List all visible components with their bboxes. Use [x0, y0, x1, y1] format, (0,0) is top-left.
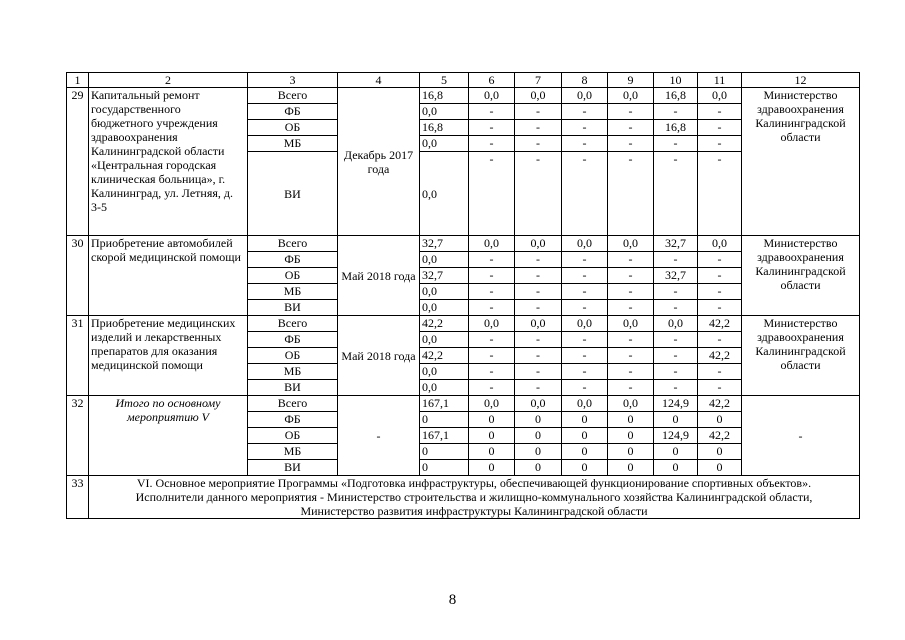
value-cell: -	[515, 152, 562, 236]
value-cell: -	[562, 332, 608, 348]
value-cell: -	[654, 364, 698, 380]
value-cell: 0,0	[515, 88, 562, 104]
activity-name: Приобретение автомобилей скорой медицинской помощи	[89, 236, 248, 316]
activity-name: Капитальный ремонт государственного бюджетного учреждения здравоохранения Калининградской области «Центральная городская клиническая больница», г. Калининград, ул. Летняя, д. 3-5	[89, 88, 248, 236]
source-label: ВИ	[248, 152, 338, 236]
executor: Министерство здравоохранения Калининградской области	[742, 88, 860, 236]
value-cell: -	[608, 332, 654, 348]
value-cell: 16,8	[420, 88, 469, 104]
header-cell: 11	[698, 73, 742, 88]
value-cell: -	[562, 104, 608, 120]
value-cell: -	[562, 364, 608, 380]
value-cell: -	[469, 152, 515, 236]
value-cell: -	[608, 252, 654, 268]
header-cell: 12	[742, 73, 860, 88]
value-cell: 0,0	[420, 252, 469, 268]
section-title-line: Исполнители данного мероприятия - Министерство строительства и жилищно-коммунального хозяйства Калининградской области,	[135, 490, 813, 504]
value-cell: -	[654, 136, 698, 152]
value-cell: -	[562, 348, 608, 364]
value-cell: -	[562, 268, 608, 284]
section-row	[67, 476, 860, 519]
value-cell: 0,0	[562, 316, 608, 332]
value-cell: -	[608, 120, 654, 136]
value-cell: 42,2	[698, 396, 742, 412]
value-cell: 0	[420, 412, 469, 428]
value-cell: -	[698, 104, 742, 120]
value-cell: 0	[469, 428, 515, 444]
value-cell: 32,7	[420, 236, 469, 252]
row-number: 33	[67, 476, 89, 519]
table-row	[67, 396, 860, 412]
value-cell: 0,0	[469, 396, 515, 412]
page-number: 8	[448, 592, 457, 608]
value-cell: -	[515, 104, 562, 120]
header-cell: 4	[338, 73, 420, 88]
value-cell: -	[608, 284, 654, 300]
value-cell: -	[562, 284, 608, 300]
value-cell: 124,9	[654, 428, 698, 444]
value-cell: 0,0	[420, 152, 469, 236]
value-cell: 0	[469, 444, 515, 460]
value-cell: -	[469, 120, 515, 136]
value-cell: 42,2	[698, 316, 742, 332]
value-cell: 0	[608, 444, 654, 460]
table-row	[67, 316, 860, 332]
value-cell: 42,2	[420, 348, 469, 364]
value-cell: -	[698, 300, 742, 316]
value-cell: -	[469, 348, 515, 364]
value-cell: 167,1	[420, 396, 469, 412]
source-label: ФБ	[248, 412, 338, 428]
source-label: МБ	[248, 364, 338, 380]
value-cell: -	[608, 104, 654, 120]
value-cell: -	[469, 268, 515, 284]
header-cell: 10	[654, 73, 698, 88]
activity-name: Итого по основному мероприятию V	[89, 396, 248, 476]
row-number: 30	[67, 236, 89, 316]
value-cell: 0	[515, 460, 562, 476]
value-cell: -	[608, 136, 654, 152]
value-cell: -	[469, 380, 515, 396]
table-row	[67, 236, 860, 252]
value-cell: 0,0	[698, 88, 742, 104]
value-cell: 0	[608, 428, 654, 444]
value-cell: 42,2	[420, 316, 469, 332]
value-cell: 0,0	[420, 364, 469, 380]
value-cell: -	[515, 380, 562, 396]
value-cell: 0,0	[562, 396, 608, 412]
header-cell: 6	[469, 73, 515, 88]
value-cell: 0	[698, 444, 742, 460]
value-cell: 0,0	[420, 380, 469, 396]
value-cell: 0,0	[469, 316, 515, 332]
value-cell: 0	[654, 412, 698, 428]
value-cell: 124,9	[654, 396, 698, 412]
value-cell: 0	[515, 428, 562, 444]
value-cell: -	[654, 348, 698, 364]
value-cell: 0,0	[608, 316, 654, 332]
value-cell: 0,0	[515, 316, 562, 332]
value-cell: 0,0	[515, 396, 562, 412]
value-cell: 0,0	[562, 88, 608, 104]
deadline: Декабрь 2017 года	[338, 88, 420, 236]
header-cell: 8	[562, 73, 608, 88]
header-cell: 5	[420, 73, 469, 88]
value-cell: -	[515, 252, 562, 268]
section-title-line: Министерство развития инфраструктуры Калининградской области	[300, 504, 648, 518]
value-cell: 0	[698, 460, 742, 476]
source-label: МБ	[248, 444, 338, 460]
value-cell: -	[654, 332, 698, 348]
value-cell: -	[562, 136, 608, 152]
value-cell: 16,8	[654, 120, 698, 136]
value-cell: -	[469, 284, 515, 300]
value-cell: 0,0	[420, 300, 469, 316]
value-cell: -	[608, 364, 654, 380]
value-cell: 0,0	[608, 396, 654, 412]
header-cell: 1	[67, 73, 89, 88]
source-label: ОБ	[248, 120, 338, 136]
source-label: МБ	[248, 284, 338, 300]
value-cell: -	[698, 120, 742, 136]
value-cell: 0,0	[515, 236, 562, 252]
value-cell: 32,7	[420, 268, 469, 284]
source-label: ВИ	[248, 380, 338, 396]
value-cell: -	[469, 252, 515, 268]
value-cell: -	[562, 252, 608, 268]
value-cell: -	[654, 300, 698, 316]
value-cell: 0,0	[420, 136, 469, 152]
value-cell: 0,0	[469, 88, 515, 104]
source-label: ОБ	[248, 348, 338, 364]
value-cell: -	[515, 300, 562, 316]
header-cell: 3	[248, 73, 338, 88]
value-cell: -	[698, 332, 742, 348]
source-label: Всего	[248, 396, 338, 412]
header-cell: 9	[608, 73, 654, 88]
value-cell: -	[515, 364, 562, 380]
source-label: ОБ	[248, 428, 338, 444]
value-cell: 0,0	[698, 236, 742, 252]
value-cell: 0,0	[469, 236, 515, 252]
value-cell: -	[608, 300, 654, 316]
value-cell: 0	[469, 412, 515, 428]
value-cell: 0,0	[608, 236, 654, 252]
executor: Министерство здравоохранения Калининградской области	[742, 316, 860, 396]
value-cell: 0,0	[562, 236, 608, 252]
source-label: ВИ	[248, 300, 338, 316]
value-cell: -	[654, 104, 698, 120]
value-cell: -	[698, 364, 742, 380]
value-cell: 0	[420, 444, 469, 460]
value-cell: -	[515, 332, 562, 348]
value-cell: 167,1	[420, 428, 469, 444]
value-cell: -	[515, 120, 562, 136]
value-cell: -	[562, 380, 608, 396]
value-cell: 0	[515, 444, 562, 460]
executor: Министерство здравоохранения Калининградской области	[742, 236, 860, 316]
value-cell: 0	[608, 460, 654, 476]
value-cell: -	[654, 152, 698, 236]
source-label: ФБ	[248, 252, 338, 268]
table-body	[67, 73, 860, 519]
value-cell: -	[515, 348, 562, 364]
value-cell: 0,0	[420, 104, 469, 120]
value-cell: -	[654, 284, 698, 300]
value-cell: 0,0	[420, 332, 469, 348]
value-cell: -	[469, 364, 515, 380]
value-cell: 42,2	[698, 428, 742, 444]
value-cell: -	[515, 284, 562, 300]
source-label: Всего	[248, 316, 338, 332]
section-title	[89, 476, 860, 519]
source-label: ФБ	[248, 104, 338, 120]
value-cell: 0	[608, 412, 654, 428]
value-cell: -	[562, 300, 608, 316]
value-cell: 0,0	[420, 284, 469, 300]
value-cell: 0	[420, 460, 469, 476]
row-number: 31	[67, 316, 89, 396]
value-cell: -	[608, 348, 654, 364]
header-cell: 2	[89, 73, 248, 88]
value-cell: -	[698, 252, 742, 268]
header-cell: 7	[515, 73, 562, 88]
value-cell: -	[654, 380, 698, 396]
source-label: ФБ	[248, 332, 338, 348]
source-label: ОБ	[248, 268, 338, 284]
value-cell: 0	[515, 412, 562, 428]
value-cell: -	[608, 152, 654, 236]
value-cell: -	[698, 268, 742, 284]
value-cell: -	[562, 152, 608, 236]
deadline: -	[338, 396, 420, 476]
value-cell: -	[608, 268, 654, 284]
value-cell: -	[562, 120, 608, 136]
section-title-line: VI. Основное мероприятие Программы «Подготовка инфраструктуры, обеспечивающей функционирование спортивных объектов».	[136, 476, 812, 490]
value-cell: -	[608, 380, 654, 396]
value-cell: 0,0	[654, 316, 698, 332]
row-number: 29	[67, 88, 89, 236]
source-label: Всего	[248, 236, 338, 252]
source-label: МБ	[248, 136, 338, 152]
source-label: Всего	[248, 88, 338, 104]
value-cell: -	[469, 300, 515, 316]
value-cell: 32,7	[654, 236, 698, 252]
value-cell: 32,7	[654, 268, 698, 284]
value-cell: 0	[562, 460, 608, 476]
value-cell: -	[654, 252, 698, 268]
value-cell: 0	[562, 412, 608, 428]
executor: -	[742, 396, 860, 476]
value-cell: 0	[698, 412, 742, 428]
header-row	[67, 73, 860, 88]
value-cell: 42,2	[698, 348, 742, 364]
value-cell: -	[469, 136, 515, 152]
value-cell: -	[515, 268, 562, 284]
activity-name: Приобретение медицинских изделий и лекарственных препаратов для оказания медицинской помощи	[89, 316, 248, 396]
value-cell: 0	[654, 444, 698, 460]
value-cell: -	[698, 152, 742, 236]
value-cell: 0	[562, 428, 608, 444]
row-number: 32	[67, 396, 89, 476]
value-cell: -	[698, 136, 742, 152]
value-cell: 16,8	[420, 120, 469, 136]
budget-table	[66, 72, 860, 519]
deadline: Май 2018 года	[338, 236, 420, 316]
value-cell: -	[698, 284, 742, 300]
deadline: Май 2018 года	[338, 316, 420, 396]
value-cell: -	[469, 104, 515, 120]
value-cell: -	[469, 332, 515, 348]
value-cell: 0,0	[608, 88, 654, 104]
value-cell: 0	[654, 460, 698, 476]
value-cell: 16,8	[654, 88, 698, 104]
source-label: ВИ	[248, 460, 338, 476]
value-cell: -	[698, 380, 742, 396]
value-cell: -	[515, 136, 562, 152]
value-cell: 0	[562, 444, 608, 460]
value-cell: 0	[469, 460, 515, 476]
table-row	[67, 88, 860, 104]
